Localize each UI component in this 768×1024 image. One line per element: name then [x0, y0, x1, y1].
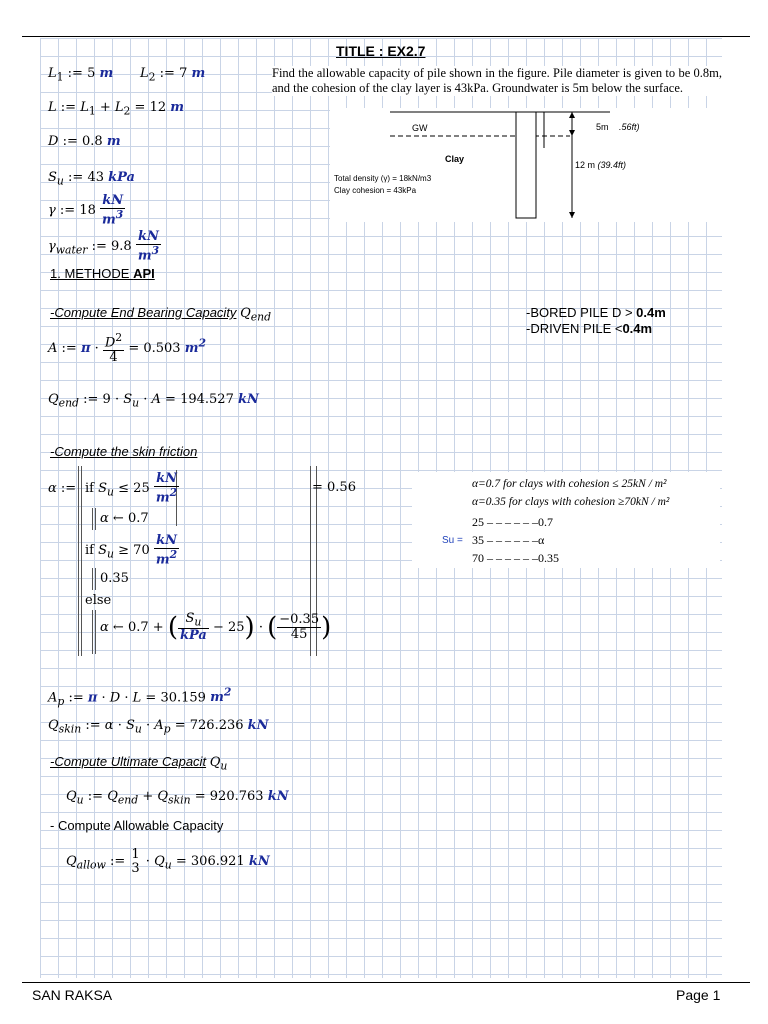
alpha-table-row2: 35 – – – – – –α — [472, 533, 545, 547]
alpha-table-row3: 70 – – – – – –0.35 — [472, 551, 559, 565]
page-title: TITLE : EX2.7 — [336, 43, 426, 59]
gw-label: GW — [412, 123, 428, 133]
program-bar-outer — [78, 466, 79, 656]
def-L2: $L_2$ := 7 m — [140, 66, 206, 84]
dim-5m: 5m .56ft) — [596, 122, 640, 132]
pile-figure — [330, 108, 722, 222]
program-bar-inner-2 — [92, 568, 93, 590]
def-L1: $L_1$ := 5 m — [48, 66, 114, 84]
dim-12m: 12 m (39.4ft) — [575, 160, 627, 170]
bottom-rule — [22, 982, 750, 983]
ultimate-heading: -Compute Ultimate Capacit $Q_u$ — [50, 754, 228, 773]
alpha-if1: if $S_u \le 25$ $\frac{kN}{m^2}$ — [85, 471, 178, 505]
method-heading: 1. METHODE API — [50, 266, 155, 281]
qend-formula: $Q_{end}$ := $9 \cdot S_u \cdot A = 194.527$ kN — [48, 392, 259, 410]
program-bar-inner-1 — [92, 508, 93, 530]
alpha-table-su-label: Su = — [442, 535, 463, 546]
def-gamma-water: $\gamma_{water}$ := 9.8 $\frac{kN}{m^3}$ — [48, 229, 160, 263]
cohesion-text: Clay cohesion = 43kPa — [334, 186, 417, 195]
def-gamma: γ := 18 $\frac{kN}{m^3}$ — [48, 193, 124, 227]
alpha-table — [412, 472, 720, 568]
qskin-formula: $Q_{skin}$ := $\alpha \cdot S_u \cdot A_p = 726.236$ kN — [48, 718, 269, 736]
alpha-table-line2: α=0.35 for clays with cohesion ≥70kN / m² — [472, 496, 670, 508]
def-Su: $S_u$ := 43 kPa — [48, 170, 135, 188]
area-formula: A := π · $\frac{D^2}{4}$ = 0.503 $m^2$ — [48, 331, 207, 365]
program-bar-inner-1b — [95, 508, 96, 530]
def-D: D := 0.8 m — [48, 134, 121, 149]
program-bar-outer-2 — [81, 466, 82, 656]
density-text: Total density (γ) = 18kN/m3 — [334, 174, 432, 183]
pile-note-bored: -BORED PILE D > 0.4m — [526, 305, 666, 320]
alpha-interp: α ← 0.7 + ( $\frac{S_u}{\text{kPa}}$ − 25) · ( $\frac{-0.35}{45}$ ) — [100, 611, 332, 643]
program-bar-inner-2b — [95, 568, 96, 590]
qu-formula: $Q_u$ := $Q_{end} + Q_{skin} = 920.763$ kN — [66, 789, 289, 807]
alpha-symbol: α := — [48, 481, 77, 496]
footer-page-number: Page 1 — [676, 987, 721, 1003]
clay-label: Clay — [445, 154, 465, 164]
alpha-if2: if $S_u \ge 70$ $\frac{kN}{m^2}$ — [85, 533, 178, 567]
footer-author: SAN RAKSA — [32, 987, 113, 1003]
alpha-table-line1: α=0.7 for clays with cohesion ≤ 25kN / m² — [472, 478, 667, 490]
qallow-formula: $Q_{allow}$ := 1 3 · $Q_u = 306.921$ kN — [66, 847, 270, 876]
skin-heading: -Compute the skin friction — [50, 444, 198, 459]
def-L: L := $L_1 + L_2 = 12$ m — [48, 100, 185, 118]
alpha-else: else — [85, 593, 112, 608]
program-bar-inner-3 — [92, 610, 93, 654]
top-rule — [22, 36, 750, 37]
allowable-heading: - Compute Allowable Capacity — [50, 818, 224, 833]
pile-note-driven: -DRIVEN PILE <0.4m — [526, 321, 653, 336]
alpha-assign1: α ← 0.7 — [100, 511, 149, 526]
problem-statement: Find the allowable capacity of pile shown in the figure. Pile diameter is given to be 0.8m, and the cohesion of the clay layer is 43kPa. Groundwater is 5m below the surface. — [272, 66, 722, 95]
end-bearing-heading: -Compute End Bearing Capacity $Q_{end}$ — [50, 305, 272, 324]
alpha-table-row1: 25 – – – – – –0.7 — [472, 515, 553, 529]
program-bar-inner-3b — [95, 610, 96, 654]
ap-formula: $A_p$ := π · D · L = 30.159 $m^2$ — [48, 686, 232, 708]
pile-diagram — [330, 108, 722, 222]
alpha-assign2: 0.35 — [100, 571, 129, 586]
alpha-result: = 0.56 — [312, 480, 356, 495]
